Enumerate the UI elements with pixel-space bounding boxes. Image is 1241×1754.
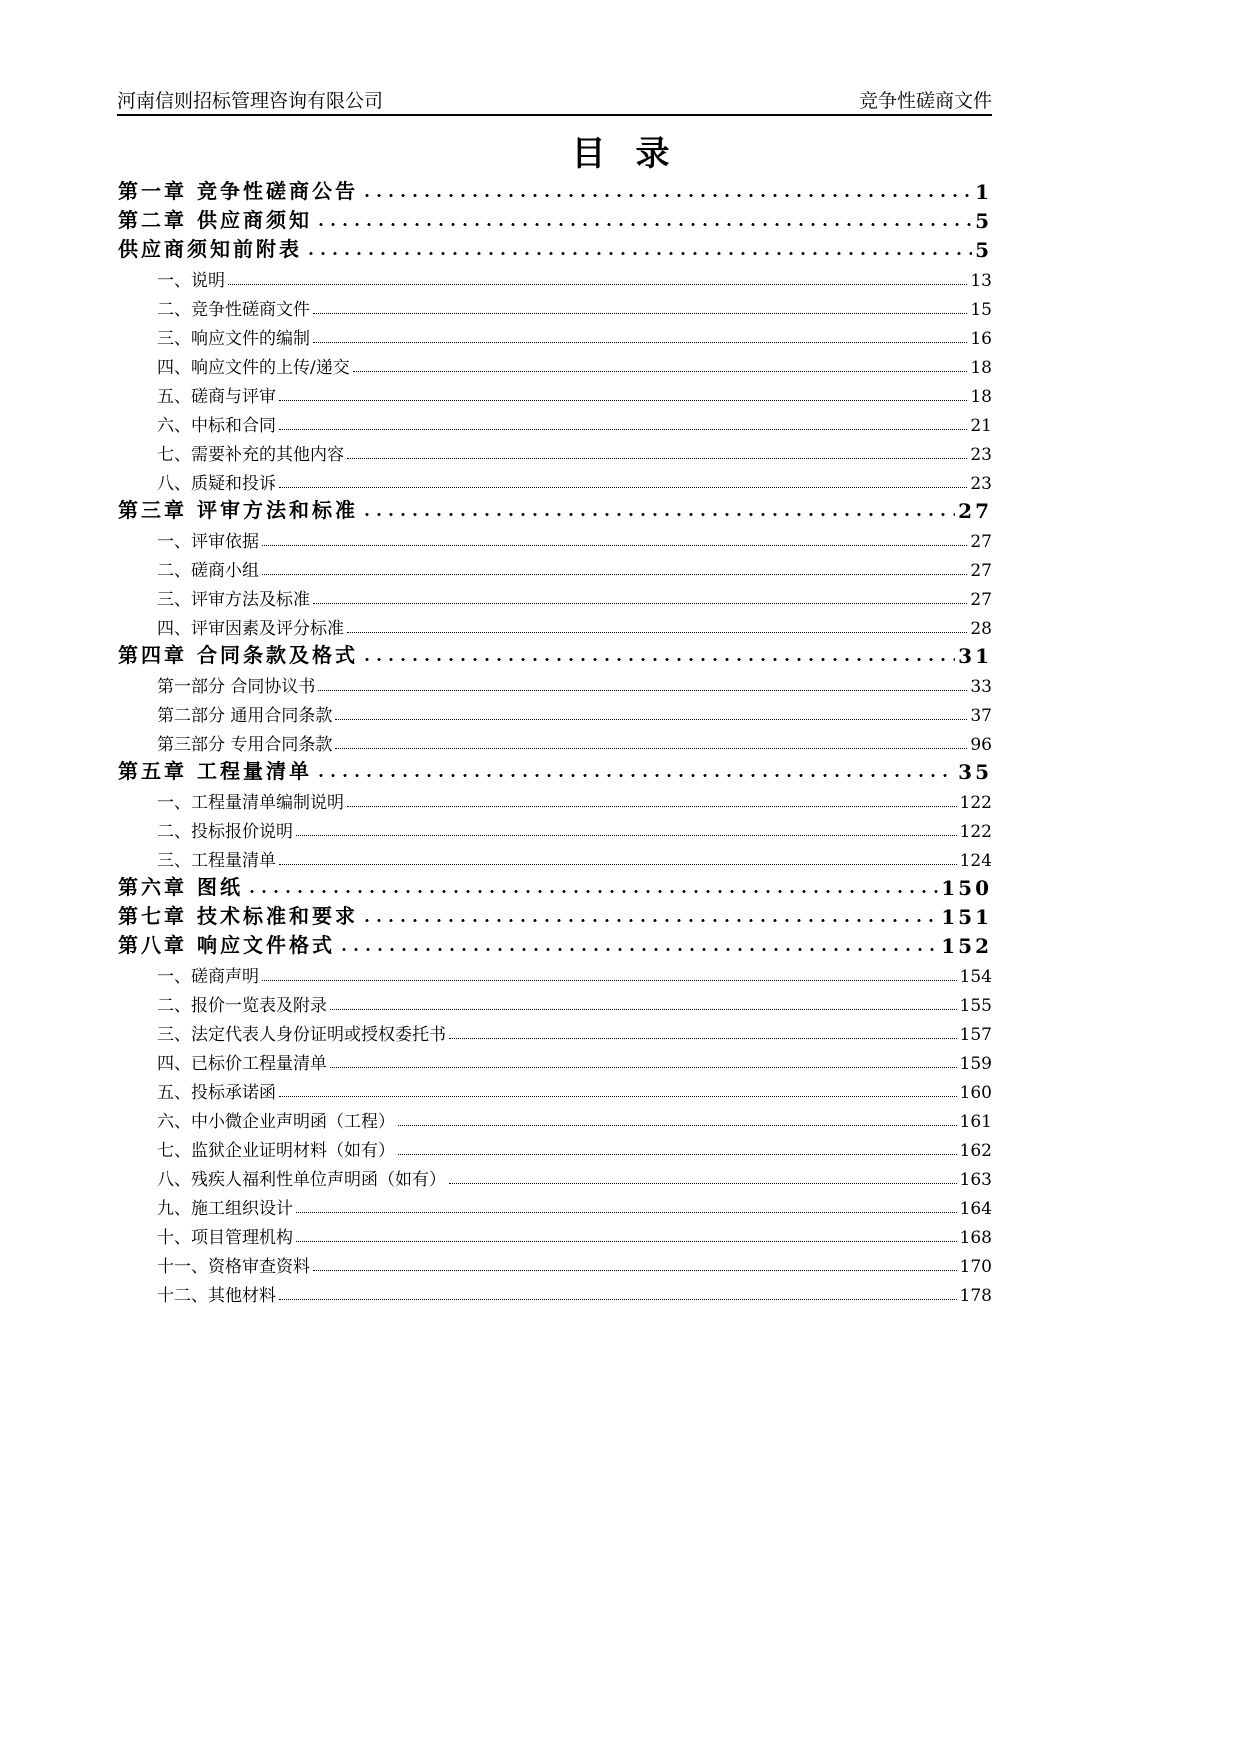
toc-entry-label: 二、投标报价说明 bbox=[157, 822, 293, 842]
dot-leader bbox=[279, 429, 967, 430]
dot-leader bbox=[228, 284, 967, 285]
toc-page-number: 37 bbox=[970, 706, 992, 726]
toc-entry[interactable] bbox=[118, 552, 992, 581]
toc-entry[interactable] bbox=[118, 1045, 992, 1074]
toc-entry-label: 第三部分 专用合同条款 bbox=[157, 735, 333, 755]
toc-entry[interactable] bbox=[118, 349, 992, 378]
dot-leader bbox=[262, 545, 967, 546]
document-type: 竞争性磋商文件 bbox=[858, 90, 992, 112]
dot-leader bbox=[361, 919, 938, 922]
toc-page-number: 27 bbox=[970, 590, 992, 610]
toc-page-number: 157 bbox=[959, 1025, 992, 1045]
dot-leader bbox=[305, 252, 972, 255]
toc-page-number: 155 bbox=[959, 996, 992, 1016]
toc-entry[interactable] bbox=[118, 726, 992, 755]
toc-page-number: 35 bbox=[958, 760, 992, 784]
toc-page-number: 13 bbox=[970, 271, 992, 291]
toc-page-number: 21 bbox=[970, 416, 992, 436]
toc-entry-label: 三、响应文件的编制 bbox=[157, 329, 310, 349]
toc-page-number: 122 bbox=[959, 793, 992, 813]
toc-entry-label: 第三章 评审方法和标准 bbox=[118, 498, 358, 522]
dot-leader bbox=[313, 1270, 957, 1271]
toc-page-number: 178 bbox=[959, 1286, 992, 1306]
dot-leader bbox=[279, 864, 957, 865]
dot-leader bbox=[279, 1299, 957, 1300]
toc-entry-label: 十一、资格审查资料 bbox=[157, 1257, 310, 1277]
toc-entry[interactable] bbox=[118, 581, 992, 610]
toc-page-number: 31 bbox=[958, 644, 992, 668]
toc-entry[interactable] bbox=[118, 610, 992, 639]
dot-leader bbox=[338, 948, 938, 951]
toc-entry-label: 第七章 技术标准和要求 bbox=[118, 904, 358, 928]
toc-entry-label: 第一章 竞争性磋商公告 bbox=[118, 179, 358, 203]
toc-entry[interactable] bbox=[118, 320, 992, 349]
toc-page-number: 152 bbox=[941, 934, 992, 958]
toc-entry[interactable] bbox=[118, 1074, 992, 1103]
toc-entry-label: 第一部分 合同协议书 bbox=[157, 677, 316, 697]
toc-entry-label: 一、工程量清单编制说明 bbox=[157, 793, 344, 813]
toc-entry-label: 十二、其他材料 bbox=[157, 1286, 276, 1306]
dot-leader bbox=[449, 1183, 957, 1184]
toc-page-number: 33 bbox=[970, 677, 992, 697]
toc-entry[interactable] bbox=[118, 842, 992, 871]
toc-page-number: 16 bbox=[970, 329, 992, 349]
toc-page-number: 23 bbox=[970, 445, 992, 465]
toc-entry-label: 供应商须知前附表 bbox=[118, 237, 302, 261]
toc-entry-label: 二、竞争性磋商文件 bbox=[157, 300, 310, 320]
toc-page-number: 27 bbox=[958, 499, 992, 523]
toc-page-number: 164 bbox=[959, 1199, 992, 1219]
toc-entry[interactable] bbox=[118, 1132, 992, 1161]
toc-entry[interactable] bbox=[118, 1103, 992, 1132]
dot-leader bbox=[296, 835, 957, 836]
toc-entry-label: 八、残疾人福利性单位声明函（如有） bbox=[157, 1170, 446, 1190]
toc-entry-label: 四、已标价工程量清单 bbox=[157, 1054, 327, 1074]
toc-entry-label: 一、评审依据 bbox=[157, 532, 259, 552]
dot-leader bbox=[398, 1125, 957, 1126]
toc-entry-label: 四、响应文件的上传/递交 bbox=[157, 358, 350, 378]
toc-entry-label: 三、工程量清单 bbox=[157, 851, 276, 871]
toc-entry[interactable] bbox=[118, 233, 992, 262]
toc-entry-label: 六、中小微企业声明函（工程） bbox=[157, 1112, 395, 1132]
toc-entry-label: 第二章 供应商须知 bbox=[118, 208, 312, 232]
dot-leader bbox=[347, 806, 957, 807]
toc-page-number: 23 bbox=[970, 474, 992, 494]
toc-entry[interactable] bbox=[118, 465, 992, 494]
toc-page-number: 5 bbox=[975, 209, 992, 233]
toc-entry-label: 一、磋商声明 bbox=[157, 967, 259, 987]
toc-page-number: 122 bbox=[959, 822, 992, 842]
toc-entry[interactable] bbox=[118, 784, 992, 813]
toc-page-number: 124 bbox=[959, 851, 992, 871]
toc-entry[interactable] bbox=[118, 1161, 992, 1190]
dot-leader bbox=[262, 574, 967, 575]
dot-leader bbox=[313, 313, 967, 314]
toc-entry[interactable] bbox=[118, 813, 992, 842]
toc-entry-label: 第四章 合同条款及格式 bbox=[118, 643, 358, 667]
company-name: 河南信则招标管理咨询有限公司 bbox=[117, 90, 384, 112]
dot-leader bbox=[279, 400, 967, 401]
toc-entry[interactable] bbox=[118, 407, 992, 436]
dot-leader bbox=[296, 1241, 957, 1242]
toc-entry[interactable] bbox=[118, 1219, 992, 1248]
toc-entry[interactable] bbox=[118, 204, 992, 233]
toc-page-number: 28 bbox=[970, 619, 992, 639]
toc-entry[interactable] bbox=[118, 1248, 992, 1277]
dot-leader bbox=[313, 342, 967, 343]
toc-entry[interactable] bbox=[118, 494, 992, 523]
toc-page-number: 163 bbox=[959, 1170, 992, 1190]
toc-entry-label: 第六章 图纸 bbox=[118, 875, 243, 899]
toc-entry[interactable] bbox=[118, 436, 992, 465]
dot-leader bbox=[335, 719, 967, 720]
dot-leader bbox=[279, 487, 967, 488]
toc-entry[interactable] bbox=[118, 929, 992, 958]
dot-leader bbox=[315, 774, 955, 777]
toc-entry[interactable] bbox=[118, 639, 992, 668]
dot-leader bbox=[246, 890, 938, 893]
toc-entry[interactable] bbox=[118, 1277, 992, 1306]
toc-entry-label: 十、项目管理机构 bbox=[157, 1228, 293, 1248]
dot-leader bbox=[330, 1009, 957, 1010]
toc-entry-label: 二、磋商小组 bbox=[157, 561, 259, 581]
toc-page-number: 159 bbox=[959, 1054, 992, 1074]
dot-leader bbox=[347, 458, 967, 459]
toc-entry-label: 三、评审方法及标准 bbox=[157, 590, 310, 610]
toc-page-number: 1 bbox=[975, 180, 992, 204]
toc-page-number: 5 bbox=[975, 238, 992, 262]
toc-entry-label: 四、评审因素及评分标准 bbox=[157, 619, 344, 639]
toc-entry-label: 六、中标和合同 bbox=[157, 416, 276, 436]
dot-leader bbox=[330, 1067, 957, 1068]
toc-entry-label: 第二部分 通用合同条款 bbox=[157, 706, 333, 726]
toc-page-number: 168 bbox=[959, 1228, 992, 1248]
toc-page-number: 18 bbox=[970, 387, 992, 407]
toc-entry[interactable] bbox=[118, 291, 992, 320]
toc-page-number: 160 bbox=[959, 1083, 992, 1103]
toc-entry[interactable] bbox=[118, 262, 992, 291]
toc-page-number: 154 bbox=[959, 967, 992, 987]
toc-entry-label: 七、监狱企业证明材料（如有） bbox=[157, 1141, 395, 1161]
dot-leader bbox=[398, 1154, 957, 1155]
dot-leader bbox=[315, 223, 972, 226]
toc-entry[interactable] bbox=[118, 900, 992, 929]
page-header bbox=[117, 84, 992, 116]
dot-leader bbox=[313, 603, 967, 604]
toc-page-number: 162 bbox=[959, 1141, 992, 1161]
toc-entry[interactable] bbox=[118, 697, 992, 726]
page-title: 目录 bbox=[571, 134, 700, 174]
dot-leader bbox=[449, 1038, 957, 1039]
toc-page-number: 151 bbox=[941, 905, 992, 929]
toc-entry[interactable] bbox=[118, 871, 992, 900]
toc-entry[interactable] bbox=[118, 523, 992, 552]
toc-entry-label: 三、法定代表人身份证明或授权委托书 bbox=[157, 1025, 446, 1045]
toc-entry[interactable] bbox=[118, 958, 992, 987]
toc-entry-label: 五、投标承诺函 bbox=[157, 1083, 276, 1103]
toc-entry-label: 第八章 响应文件格式 bbox=[118, 933, 335, 957]
toc-page-number: 15 bbox=[970, 300, 992, 320]
toc-entry[interactable] bbox=[118, 668, 992, 697]
toc-entry-label: 一、说明 bbox=[157, 271, 225, 291]
dot-leader bbox=[279, 1096, 957, 1097]
toc-entry-label: 七、需要补充的其他内容 bbox=[157, 445, 344, 465]
toc-page-number: 27 bbox=[970, 561, 992, 581]
table-of-contents bbox=[118, 175, 992, 1306]
dot-leader bbox=[361, 513, 955, 516]
dot-leader bbox=[335, 748, 967, 749]
toc-entry-label: 八、质疑和投诉 bbox=[157, 474, 276, 494]
toc-page-number: 18 bbox=[970, 358, 992, 378]
dot-leader bbox=[347, 632, 967, 633]
toc-page-number: 170 bbox=[959, 1257, 992, 1277]
toc-page-number: 161 bbox=[959, 1112, 992, 1132]
toc-entry[interactable] bbox=[118, 1190, 992, 1219]
toc-entry[interactable] bbox=[118, 175, 992, 204]
dot-leader bbox=[361, 658, 955, 661]
toc-entry[interactable] bbox=[118, 1016, 992, 1045]
toc-page-number: 150 bbox=[941, 876, 992, 900]
toc-entry-label: 第五章 工程量清单 bbox=[118, 759, 312, 783]
toc-entry[interactable] bbox=[118, 378, 992, 407]
dot-leader bbox=[262, 980, 957, 981]
dot-leader bbox=[296, 1212, 957, 1213]
toc-page-number: 96 bbox=[970, 735, 992, 755]
dot-leader bbox=[361, 194, 972, 197]
toc-page-number: 27 bbox=[970, 532, 992, 552]
toc-entry-label: 二、报价一览表及附录 bbox=[157, 996, 327, 1016]
dot-leader bbox=[353, 371, 968, 372]
toc-entry-label: 九、施工组织设计 bbox=[157, 1199, 293, 1219]
dot-leader bbox=[318, 690, 967, 691]
toc-entry[interactable] bbox=[118, 987, 992, 1016]
toc-entry-label: 五、磋商与评审 bbox=[157, 387, 276, 407]
toc-entry[interactable] bbox=[118, 755, 992, 784]
